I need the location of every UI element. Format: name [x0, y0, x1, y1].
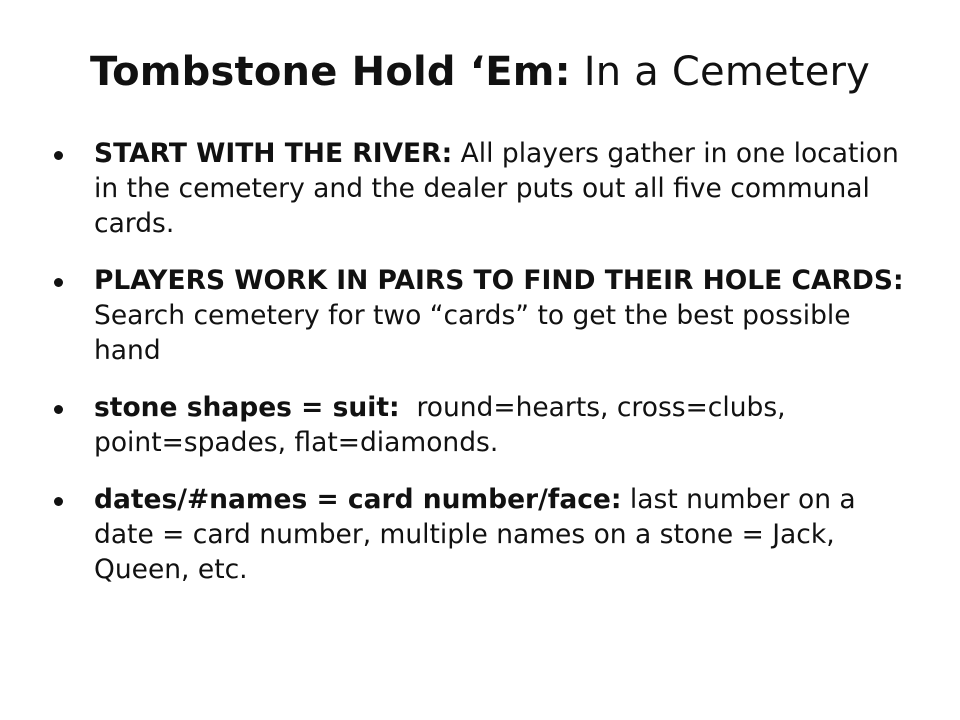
bullet-item: [48, 263, 908, 368]
bullet-text: last number on a date = card number, multiple names on a stone = Jack, Queen, etc.: [94, 484, 856, 585]
bullet-item: [48, 482, 908, 587]
bullet-text: All players gather in one location in the cemetery and the dealer puts out all five communal cards.: [94, 138, 899, 239]
bullet-text: Search cemetery for two “cards” to get the best possible hand: [94, 300, 851, 366]
slide-title: [0, 44, 960, 100]
slide-title-bold: Tombstone Hold ‘Em:: [89, 49, 571, 95]
bullet-item: [48, 136, 908, 241]
bullet-item: [48, 390, 908, 460]
bullet-lead: PLAYERS WORK IN PAIRS TO FIND THEIR HOLE CARDS:: [94, 265, 904, 296]
bullet-lead: dates/#names = card number/face:: [94, 484, 622, 515]
bullet-lead: stone shapes = suit:: [94, 392, 400, 423]
bullet-dot-icon: [54, 278, 63, 287]
bullet-dot-icon: [54, 405, 63, 414]
bullet-dot-icon: [54, 497, 63, 506]
bullet-text: round=hearts, cross=clubs, point=spades, flat=diamonds.: [94, 392, 794, 458]
slide-title-subtitle: In a Cemetery: [570, 49, 871, 95]
bullet-dot-icon: [54, 151, 63, 160]
bullet-lead: START WITH THE RIVER:: [94, 138, 453, 169]
bullet-list: [48, 136, 908, 609]
